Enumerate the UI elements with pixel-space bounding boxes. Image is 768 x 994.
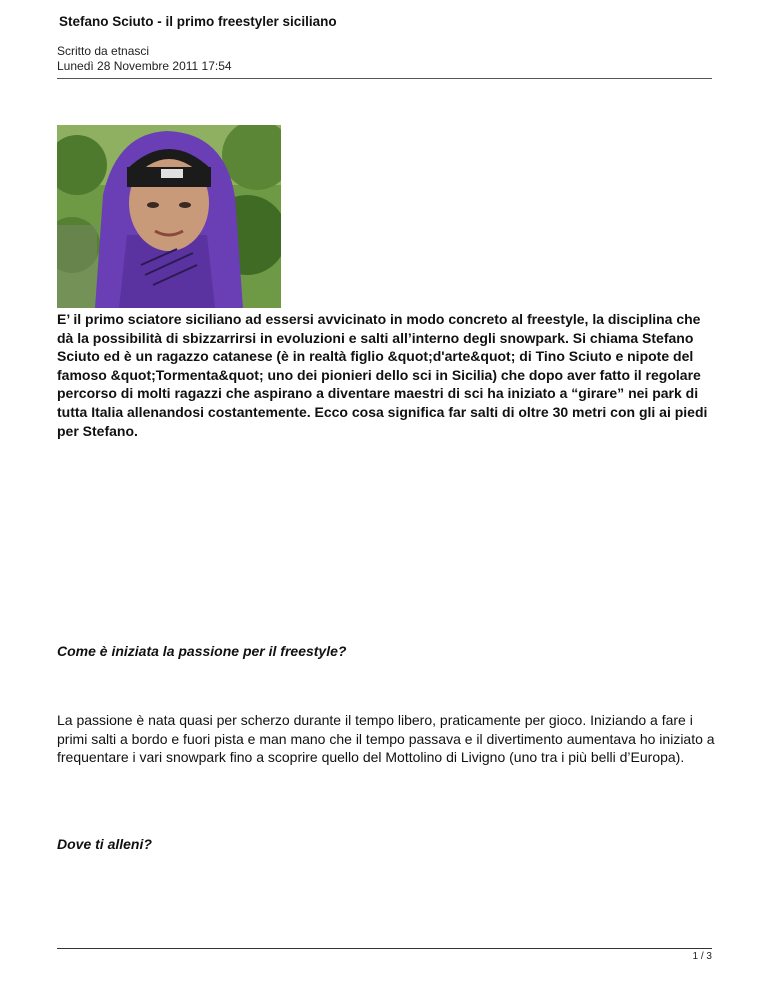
question-heading-1: Come è iniziata la passione per il freestyle? <box>57 643 347 659</box>
page-number: 1 / 3 <box>692 951 712 962</box>
document-page <box>57 0 715 994</box>
question-heading-2: Dove ti alleni? <box>57 836 152 852</box>
portrait-photo <box>57 125 281 308</box>
header-divider <box>57 78 712 79</box>
article-meta <box>57 44 232 74</box>
author-line: Scritto da etnasci <box>57 44 150 58</box>
answer-paragraph-1: La passione è nata quasi per scherzo durante il tempo libero, praticamente per gioco. Iniziando a fare i primi salti a bordo e fuori pista e man mano che il tempo passava e il divertimento aumentava ho iniziato a frequentare i vari snowpark fino a scoprire quello del Mottolino di Livigno (uno tra i più belli d’Europa). <box>57 712 715 766</box>
document-title: Stefano Sciuto - il primo freestyler siciliano <box>59 14 337 29</box>
footer-divider <box>57 948 712 949</box>
date-line: Lunedì 28 Novembre 2011 17:54 <box>57 59 232 73</box>
portrait-illustration <box>57 125 281 308</box>
intro-paragraph: E’ il primo sciatore siciliano ad essersi avvicinato in modo concreto al freestyle, la disciplina che dà la possibilità di sbizzarrirsi in evoluzioni e salti all’interno degli snowpark. Si chiama Stefano Sciuto ed è un ragazzo catanese (è in realtà figlio &quot;d'arte&quot; di Tino Sciuto e nipote del famoso &quot;Tormenta&quot; uno dei pionieri dello sci in Sicilia) che dopo aver fatto il regolare percorso di molti ragazzi che aspirano a diventare maestri di sci ha iniziato a “girare” nei park di tutta Italia allenandosi costantemente. Ecco cosa significa far salti di oltre 30 metri con gli ai piedi per Stefano. <box>57 311 708 439</box>
